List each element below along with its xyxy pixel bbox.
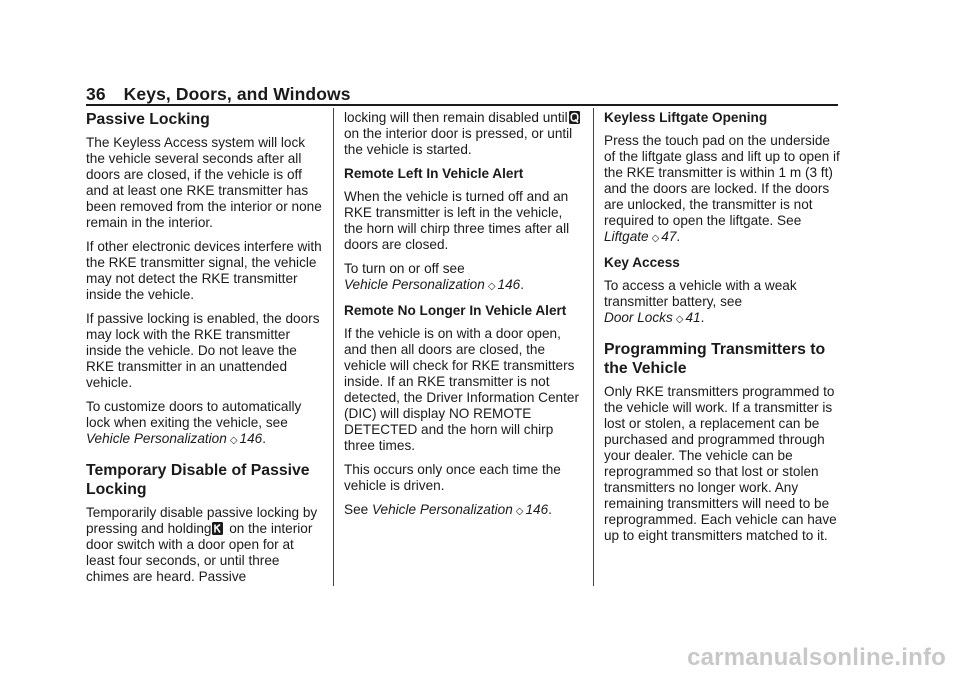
reference-link[interactable]: Door Locks bbox=[604, 310, 673, 325]
reference-link[interactable]: Vehicle Personalization bbox=[86, 431, 227, 446]
paragraph: When the vehicle is turned off and an RKE transmitter is left in the vehicle, the horn will chirp three times after all doors are closed. bbox=[344, 189, 570, 252]
cross-reference[interactable] bbox=[86, 431, 266, 446]
column-1 bbox=[86, 110, 326, 593]
heading-temporary-disable: Temporary Disable of Passive Locking bbox=[86, 462, 310, 498]
page-ref-arrow-icon: ◇ bbox=[651, 233, 660, 244]
paragraph bbox=[86, 505, 326, 585]
paragraph: If passive locking is enabled, the doors may lock with the RKE transmitter inside the vehicle. Do not leave the RKE transmitter in an unattended vehicle. bbox=[86, 311, 320, 390]
paragraph bbox=[344, 261, 584, 295]
page-number: 36 bbox=[86, 84, 106, 104]
reference-page[interactable]: 41 bbox=[685, 310, 701, 325]
paragraph-text: To turn on or off see bbox=[344, 261, 465, 276]
column-2 bbox=[344, 110, 584, 528]
paragraph bbox=[344, 110, 584, 158]
page-header bbox=[86, 84, 351, 105]
paragraph: The Keyless Access system will lock the vehicle several seconds after all doors are closed, if the vehicle is off and at least one RKE transmitter has been removed from the interior or none remain in the interior. bbox=[86, 135, 322, 230]
paragraph bbox=[604, 278, 840, 328]
column-divider bbox=[593, 108, 594, 586]
reference-link[interactable]: Vehicle Personalization bbox=[371, 502, 513, 517]
paragraph-text: To access a vehicle with a weak transmitter battery, see bbox=[604, 278, 797, 309]
paragraph: Only RKE transmitters programmed to the vehicle will work. If a transmitter is lost or stolen, a replacement can be purchased and programmed through your dealer. The vehicle can be reprogrammed so that lost or stolen transmitters no longer work. Any remaining transmitters will need to be reprogrammed. Each vehicle can have up to eight transmitters matched to it. bbox=[604, 384, 837, 543]
paragraph-text: To customize doors to automatically lock when exiting the vehicle, see bbox=[86, 399, 302, 430]
cross-reference[interactable] bbox=[344, 277, 524, 292]
cross-reference[interactable] bbox=[604, 229, 680, 244]
reference-page[interactable]: 47 bbox=[661, 229, 677, 244]
page-ref-arrow-icon: ◇ bbox=[487, 281, 496, 292]
reference-page[interactable]: 146 bbox=[239, 431, 263, 446]
page-ref-arrow-icon: ◇ bbox=[675, 314, 684, 325]
reference-link[interactable]: Vehicle Personalization bbox=[344, 277, 485, 292]
paragraph: If the vehicle is on with a door open, and then all doors are closed, the vehicle will check for RKE transmitters inside. If an RKE transmitter is not detected, the Driver Information Center (DIC) will display NO REMOTE DETECTED and the horn will chirp three times. bbox=[344, 326, 579, 453]
heading-remote-no-longer-alert: Remote No Longer In Vehicle Alert bbox=[344, 303, 567, 318]
reference-link[interactable]: Liftgate bbox=[604, 229, 649, 244]
paragraph-text: on the interior door is pressed, or until the vehicle is started. bbox=[344, 126, 573, 157]
punctuation: . bbox=[700, 310, 705, 325]
punctuation: . bbox=[676, 229, 681, 244]
column-divider bbox=[333, 108, 334, 586]
punctuation: . bbox=[262, 431, 266, 446]
page-ref-arrow-icon: ◇ bbox=[515, 506, 524, 517]
paragraph-text: Temporarily disable passive locking by pressing and holding bbox=[86, 505, 318, 536]
paragraph-text: locking will then remain disabled until bbox=[344, 110, 568, 125]
heading-remote-left-alert: Remote Left In Vehicle Alert bbox=[344, 166, 524, 181]
cross-reference[interactable] bbox=[372, 502, 552, 517]
cross-reference[interactable] bbox=[604, 310, 704, 325]
paragraph: This occurs only once each time the vehicle is driven. bbox=[344, 462, 561, 493]
section-title: Keys, Doors, and Windows bbox=[123, 84, 351, 104]
watermark: carmanualsonline.info bbox=[687, 644, 946, 671]
punctuation: . bbox=[520, 277, 524, 292]
heading-programming-transmitters: Programming Transmitters to the Vehicle bbox=[604, 341, 826, 377]
paragraph-text: See bbox=[344, 502, 369, 517]
paragraph-text: Press the touch pad on the underside of the liftgate glass and lift up to open if the RKE transmitter is within 1 m (3 ft) and the doors are locked. If the doors are unlocked, the transmitter is not required to open the liftgate. See bbox=[604, 133, 840, 228]
header-rule bbox=[86, 104, 838, 106]
lock-button-icon bbox=[569, 111, 580, 124]
column-3 bbox=[604, 110, 840, 552]
paragraph bbox=[604, 133, 840, 247]
paragraph: If other electronic devices interfere with the RKE transmitter signal, the vehicle may not detect the RKE transmitter inside the vehicle. bbox=[86, 239, 322, 302]
heading-keyless-liftgate: Keyless Liftgate Opening bbox=[604, 110, 768, 125]
page-ref-arrow-icon: ◇ bbox=[229, 435, 238, 446]
reference-page[interactable]: 146 bbox=[497, 277, 521, 292]
punctuation: . bbox=[548, 502, 552, 517]
reference-page[interactable]: 146 bbox=[525, 502, 549, 517]
paragraph-text: on the interior door switch with a door open for at least four seconds, or until three chimes are heard. Passive bbox=[86, 521, 313, 584]
heading-passive-locking: Passive Locking bbox=[86, 111, 210, 128]
paragraph bbox=[344, 502, 584, 520]
heading-key-access: Key Access bbox=[604, 255, 680, 270]
paragraph bbox=[86, 399, 326, 449]
unlock-button-icon bbox=[212, 522, 223, 535]
